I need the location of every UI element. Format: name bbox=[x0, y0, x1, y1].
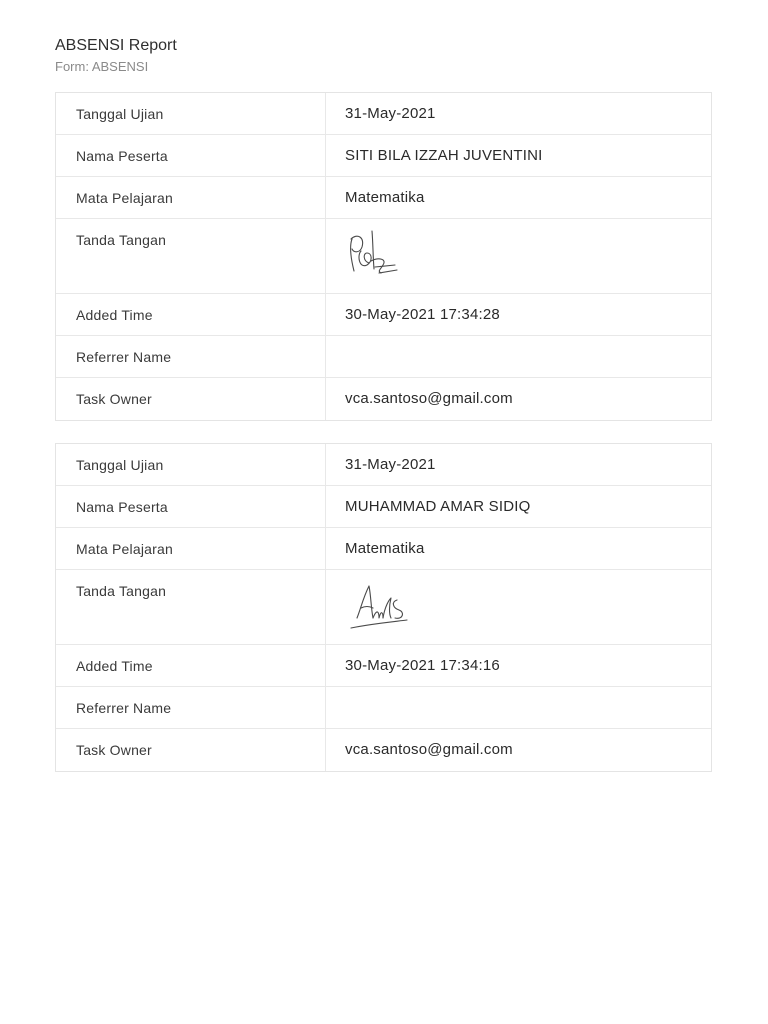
field-label: Nama Peserta bbox=[56, 486, 326, 527]
field-row-referrer-name bbox=[56, 336, 711, 378]
field-row-mata-pelajaran bbox=[56, 177, 711, 219]
record-card bbox=[55, 92, 712, 421]
field-value: Matematika bbox=[345, 189, 425, 206]
field-label: Referrer Name bbox=[56, 336, 326, 377]
field-row-added-time bbox=[56, 645, 711, 687]
field-value-signature bbox=[326, 219, 711, 293]
field-label: Nama Peserta bbox=[56, 135, 326, 176]
record-card bbox=[55, 443, 712, 772]
field-row-task-owner bbox=[56, 729, 711, 771]
field-label: Referrer Name bbox=[56, 687, 326, 728]
field-value: SITI BILA IZZAH JUVENTINI bbox=[345, 147, 543, 164]
field-value-signature bbox=[326, 570, 711, 644]
signature-image bbox=[345, 227, 425, 283]
field-value: 30-May-2021 17:34:28 bbox=[345, 306, 500, 323]
field-value bbox=[326, 336, 711, 377]
field-label: Task Owner bbox=[56, 729, 326, 771]
field-row-tanggal-ujian bbox=[56, 444, 711, 486]
field-value: 31-May-2021 bbox=[345, 456, 436, 473]
field-value bbox=[326, 687, 711, 728]
field-row-nama-peserta bbox=[56, 486, 711, 528]
field-label: Task Owner bbox=[56, 378, 326, 420]
field-row-added-time bbox=[56, 294, 711, 336]
field-label: Tanda Tangan bbox=[56, 219, 326, 293]
field-label: Added Time bbox=[56, 294, 326, 335]
field-row-task-owner bbox=[56, 378, 711, 420]
field-label: Tanggal Ujian bbox=[56, 444, 326, 485]
report-title: ABSENSI Report bbox=[55, 37, 177, 54]
field-value: Matematika bbox=[345, 540, 425, 557]
field-value: vca.santoso@gmail.com bbox=[345, 741, 513, 758]
field-label: Added Time bbox=[56, 645, 326, 686]
field-row-referrer-name bbox=[56, 687, 711, 729]
field-row-tanda-tangan bbox=[56, 219, 711, 294]
field-label: Tanggal Ujian bbox=[56, 93, 326, 134]
field-label: Tanda Tangan bbox=[56, 570, 326, 644]
field-label: Mata Pelajaran bbox=[56, 177, 326, 218]
signature-image bbox=[345, 578, 425, 634]
field-row-mata-pelajaran bbox=[56, 528, 711, 570]
form-subtitle: Form: ABSENSI bbox=[55, 59, 149, 74]
field-value: vca.santoso@gmail.com bbox=[345, 390, 513, 407]
field-label: Mata Pelajaran bbox=[56, 528, 326, 569]
field-value: 31-May-2021 bbox=[345, 105, 436, 122]
field-row-nama-peserta bbox=[56, 135, 711, 177]
report-header bbox=[55, 36, 177, 75]
field-value: MUHAMMAD AMAR SIDIQ bbox=[345, 498, 531, 515]
field-row-tanggal-ujian bbox=[56, 93, 711, 135]
field-value: 30-May-2021 17:34:16 bbox=[345, 657, 500, 674]
field-row-tanda-tangan bbox=[56, 570, 711, 645]
